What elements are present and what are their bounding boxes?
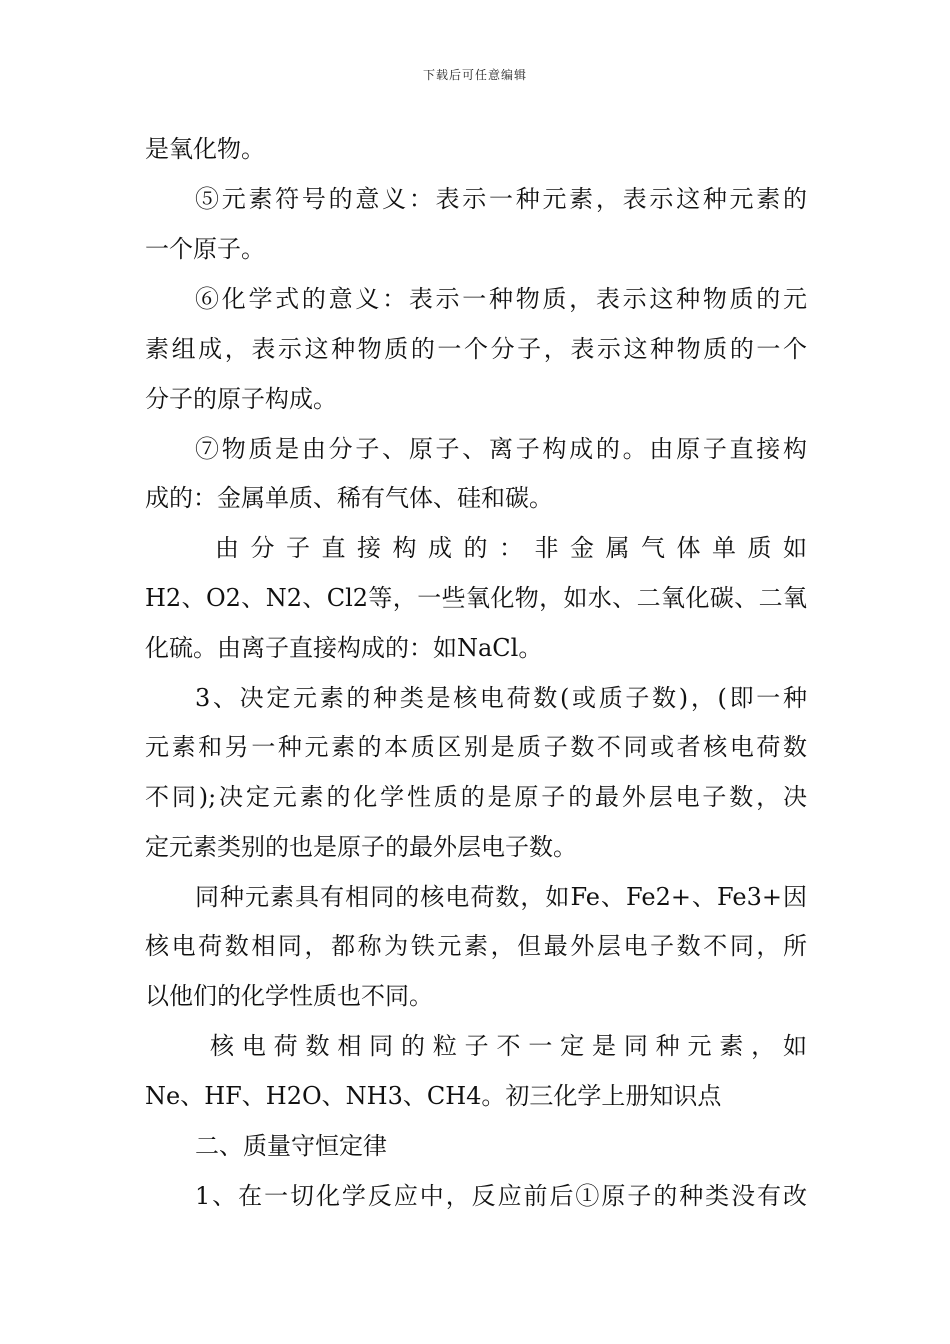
text-line: 3、决定元素的种类是核电荷数(或质子数)，(即一种 (195, 684, 807, 712)
text-line: 分子的原子构成。 (145, 385, 337, 413)
text-line: 素组成，表示这种物质的一个分子，表示这种物质的一个 (145, 335, 807, 363)
text-line: 核电荷数相同的粒子不一定是同种元素，如 (210, 1032, 807, 1060)
text-line: 1、在一切化学反应中，反应前后①原子的种类没有改 (195, 1182, 807, 1210)
text-line: 成的：金属单质、稀有气体、硅和碳。 (145, 484, 553, 512)
text-line: 核电荷数相同，都称为铁元素，但最外层电子数不同，所 (145, 932, 807, 960)
section-heading: 二、质量守恒定律 (195, 1132, 387, 1160)
text-line: ⑤元素符号的意义：表示一种元素，表示这种元素的 (195, 185, 807, 213)
text-line: 由分子直接构成的：非金属气体单质如 (215, 534, 807, 562)
text-line: ⑦物质是由分子、原子、离子构成的。由原子直接构 (195, 435, 807, 463)
text-line: 定元素类别的也是原子的最外层电子数。 (145, 833, 577, 861)
text-line: Ne、HF、H2O、NH3、CH4。初三化学上册知识点 (145, 1082, 722, 1110)
text-line: 元素和另一种元素的本质区别是质子数不同或者核电荷数 (145, 733, 807, 761)
text-line: 一个原子。 (145, 235, 265, 263)
text-line: H2、O2、N2、Cl2等，一些氧化物，如水、二氧化碳、二氧 (145, 584, 807, 612)
text-line: 不同);决定元素的化学性质的是原子的最外层电子数，决 (145, 783, 807, 811)
page-header: 下载后可任意编辑 (422, 68, 527, 82)
text-line: 化硫。由离子直接构成的：如NaCl。 (145, 634, 543, 662)
text-line: 同种元素具有相同的核电荷数，如Fe、Fe2+、Fe3+因 (195, 883, 807, 911)
text-line: 是氧化物。 (145, 135, 265, 163)
text-line: 以他们的化学性质也不同。 (145, 982, 433, 1010)
text-line: ⑥化学式的意义：表示一种物质，表示这种物质的元 (195, 285, 807, 313)
